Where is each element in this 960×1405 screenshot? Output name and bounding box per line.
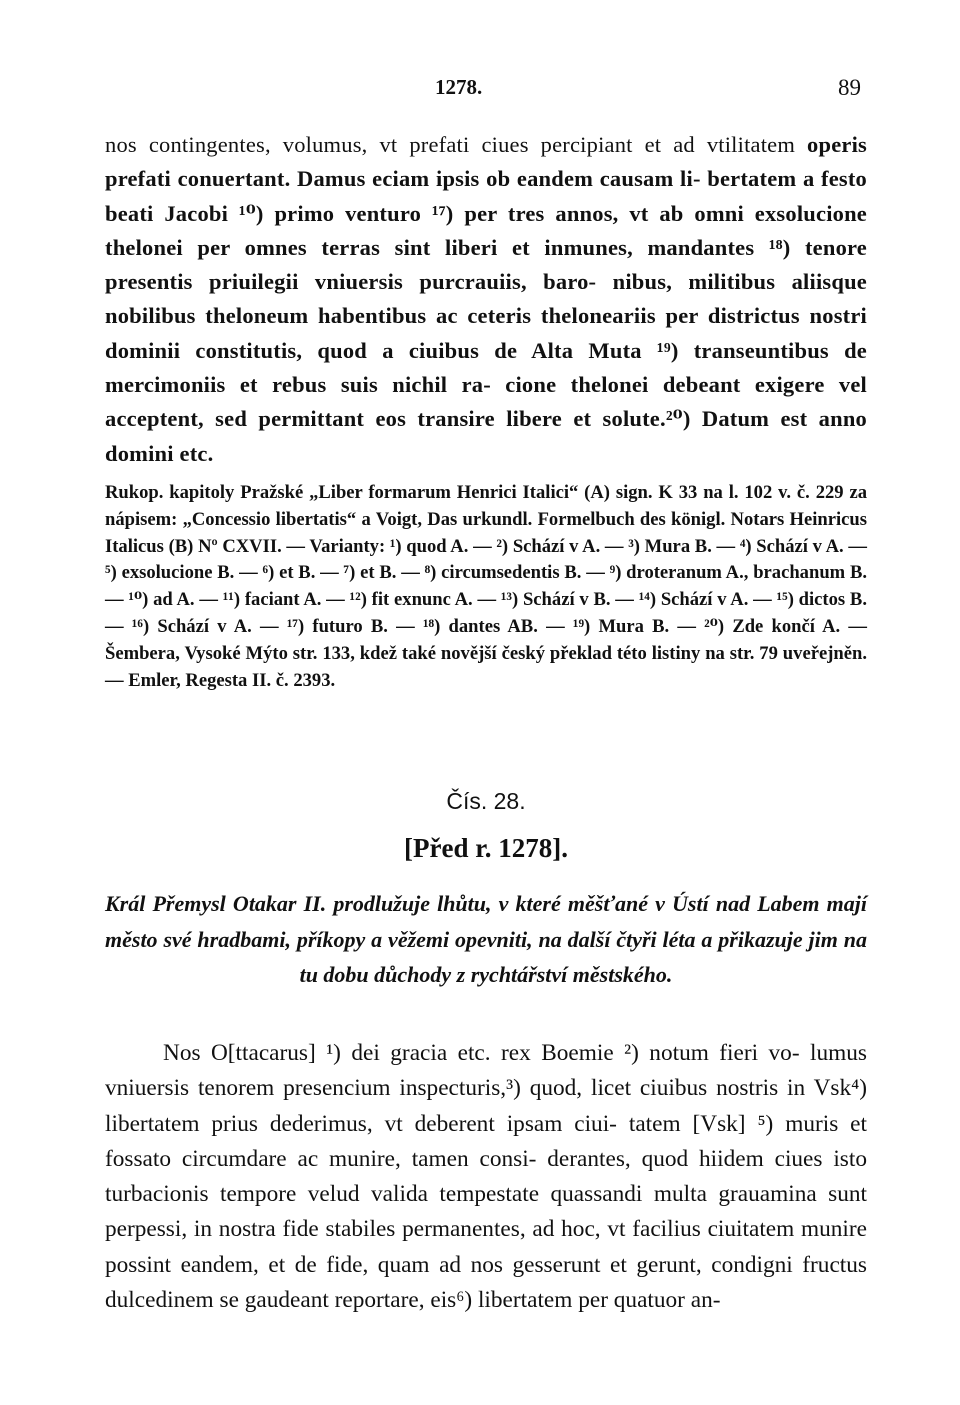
charter-paragraph	[105, 1036, 867, 1318]
text-line: de Alta Muta ¹⁹) transeuntibus de mercimoniis et rebus suis nichil ra-	[105, 337, 867, 398]
text-line: tatem [Vsk] ⁵) muris et fossato circumdare ac munire, tamen consi-	[105, 1110, 867, 1172]
note-line: v A. — ¹⁵) dictos B. — ¹⁶) Schází v A. — ¹⁷) futuro B. — ¹⁸) dantes AB. —	[105, 589, 867, 637]
document-date: [Před r. 1278].	[404, 833, 568, 863]
text-line: tempestate quassandi multa grauamina sunt perpessi, in nostra fide	[105, 1181, 868, 1243]
text-line: theloneariis per districtus nostri dominii constitutis, quod a ciuibus	[105, 303, 867, 363]
note-line: A. — ²) Schází v A. — ³) Mura B. — ⁴) Schází v A. — ⁵) exsolucione B. —	[105, 535, 867, 584]
regest-line: Král Přemysl Otakar II. prodlužuje lhůtu, v které měšťané v Ústí	[105, 891, 716, 916]
main-text-block-1	[105, 128, 867, 471]
regest-line: další čtyři léta a přikazuje jim na tu dobu důchody z rychtářství	[299, 926, 867, 987]
text-line: ab omni exsolucione thelonei per omnes terras sint liberi et inmunes,	[105, 200, 867, 260]
text-line: nos contingentes, volumus, vt prefati ciues percipiant et ad vtilitatem	[105, 132, 808, 157]
running-header	[105, 75, 867, 105]
regest-summary	[105, 886, 867, 993]
text-line: eandem, et de fide, quam ad nos gesserunt et gerunt, condigni fructus	[180, 1251, 867, 1278]
text-line: operis prefati conuertant. Damus eciam ipsis ob eandem causam li-	[105, 132, 867, 192]
page-number: 89	[838, 75, 861, 100]
text-line: lumus vniuersis tenorem presencium inspecturis,³) quod, licet ciuibus	[105, 1040, 867, 1102]
text-line: nibus, militibus aliisque nobilibus theloneum habentibus ac ceteris	[105, 269, 867, 329]
critical-apparatus	[105, 480, 867, 694]
note-line: novější český překlad této listiny na str. 79 uveřejněn. — Emler, Regesta	[105, 642, 867, 691]
main-text-block-2	[105, 1036, 867, 1318]
text-line: nostris in Vsk⁴) libertatem prius dederimus, vt deberent ipsam ciui-	[105, 1075, 868, 1137]
header-year: 1278.	[435, 75, 483, 99]
regest-line: městského.	[572, 962, 673, 987]
note-line: — ¹⁰) ad A. — ¹¹) faciant A. — ¹²) fit exnunc A. — ¹³) Schází v B. — ¹⁴) Schází	[105, 589, 718, 611]
document-number: Čís. 28.	[446, 788, 526, 814]
regest-line: nad Labem mají město své hradbami, příkopy a věžemi opevniti, na	[105, 891, 867, 952]
text-line: mandantes ¹⁸) tenore presentis priuilegii vniuersis purcrauiis, baro-	[105, 234, 867, 295]
note-line: II. č. 2393.	[252, 669, 336, 691]
note-line: na l. 102 v. č. 229 za nápisem: „Concessio libertatis“ a Voigt, Das urkundl.	[105, 482, 867, 530]
text-line: stabiles permanentes, ad hoc, vt facilius ciuitatem munire possint	[105, 1216, 867, 1278]
text-line: transire libere et solute.²⁰) Datum est anno domini etc.	[105, 406, 867, 466]
note-line: Formelbuch des königl. Notars Heinricus Italicus (B) Nº CXVII. — Varianty: ¹) quod	[105, 508, 867, 557]
note-line: ⁶) et B. — ⁷) et B. — ⁸) circumsedentis B. — ⁹) droteranum A., brachanum B.	[262, 562, 867, 584]
note-line: Rukop. kapitoly Pražské „Liber formarum Henrici Italici“ (A) sign. K 33	[105, 482, 704, 503]
note-line: ¹⁹) Mura B. — ²⁰) Zde končí A. — Šembera, Vysoké Mýto str. 133, kdež také	[105, 615, 868, 664]
text-line: derantes, quod hiidem ciues isto turbacionis tempore velud valida	[105, 1145, 867, 1208]
text-line: cione thelonei debeant exigere vel acceptent, sed permittant eos	[105, 372, 867, 432]
text-line: Nos O[ttacarus] ¹) dei gracia etc. rex Boemie ²) notum fieri vo-	[163, 1040, 811, 1066]
text-line: dulcedinem se gaudeant reportare, eis⁶) libertatem per quatuor an-	[105, 1287, 721, 1314]
text-line: bertatem a festo beati Jacobi ¹⁰) primo venturo ¹⁷) per tres annos, vt	[105, 166, 868, 226]
